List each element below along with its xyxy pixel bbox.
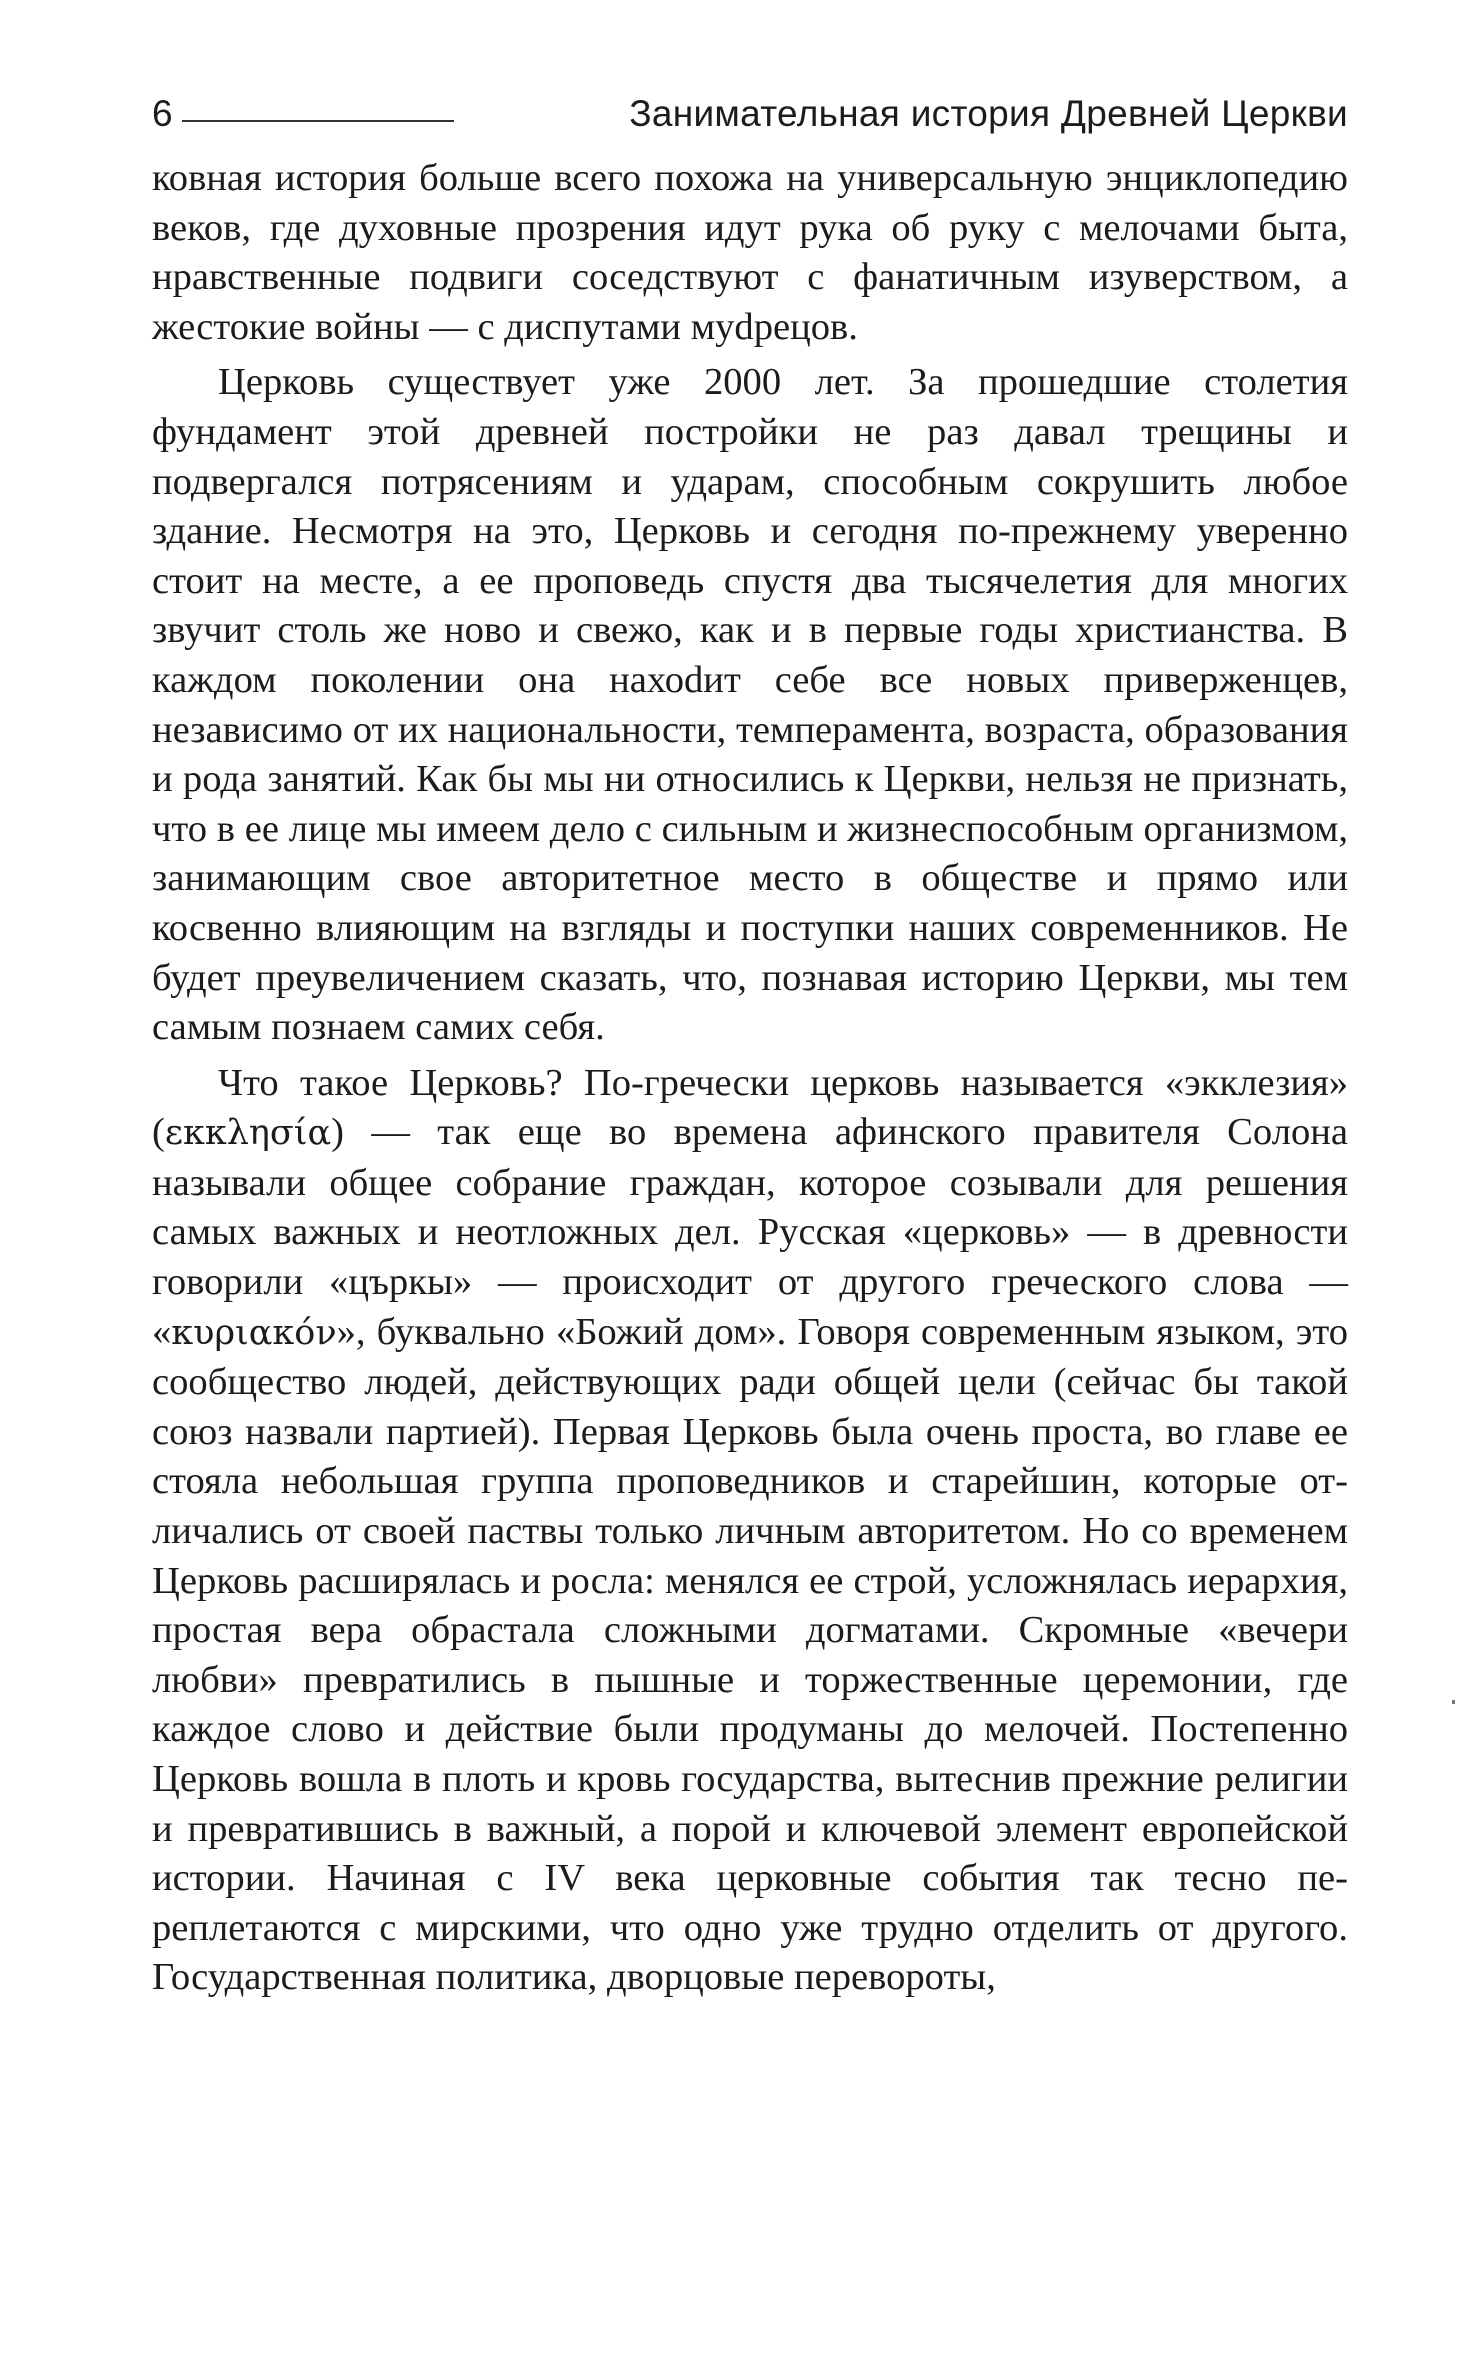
- running-header: [152, 88, 1348, 140]
- paragraph-2: Церковь существует уже 2000 лет. За прошедшие столетия фундамент этой древней постройки не раз давал трещины и подвергался потрясениям и ударам, способным сокрушить любое здание. Несмотря на это, Церковь и сегодня по-прежнему уверенно стоит на месте, а ее проповедь спустя два тысячелетия для многих звучит столь же ново и свежо, как и в первые годы христианства. В каждом поколении она нахоdит себе все новых приверженцев, независимо от их национальности, темперамента, возраста, образования и рода занятий. Как бы мы ни относились к Церкви, нельзя не признать, что в ее лице мы имеем дело с сильным и жизнеспособным организмом, занимающим свое авторитетное место в обществе и прямо или косвенно влияющим на взгляды и поступки наших современников. Не будет преувеличением сказать, что, познавая историю Церкви, мы тем самым познаем самих себя.: [152, 361, 1348, 1049]
- paragraph-1: ковная история больше всего похожа на универсальную энциклопедию веков, где духовные прозрения идут рука об руку с мелочами быта, нравственные подвиги соседствуют с фанатичным изуверством, а жестокие войны — с диспутами муdрецов.: [152, 157, 1348, 348]
- book-page: [152, 88, 1348, 2003]
- greek-term-ekklesia: εκκλησία: [164, 1113, 332, 1154]
- body-text: [152, 154, 1348, 2003]
- page-number: 6: [152, 93, 173, 134]
- paragraph-3: [152, 1059, 1348, 2003]
- book-title: Занимательная история Древней Церкви: [629, 93, 1348, 134]
- paragraph-3-part-2: ) — так еще во времена афинского правителя Солона называли общее собрание граждан, которое созывали для решения самых важных и неотложных дел. Русская «церковь» — в древности говорили «църкы» — происходит от другого греческого слова — «: [152, 1111, 1348, 1353]
- paragraph-3-part-1: Что такое Церковь? По-гречески церковь называется «экклезия» (: [152, 1061, 1348, 1154]
- scan-speck: [1452, 1700, 1455, 1704]
- greek-term-kyriakon: κυριακόν: [171, 1312, 337, 1353]
- paragraph-3-part-3: », буквально «Божий дом». Говоря современным языком, это сообщество людей, действующих ради общей цели (сейчас бы такой союз назвали партией). Первая Церковь была очень проста, во главе ее стояла небольшая группа проповедников и старейшин, которые отличались от своей паствы только личным авторитетом. Но со временем Церковь расширялась и росла: менялся ее строй, усложнялась иерархия, простая вера обрастала сложными догматами. Скромные «вечери любви» превратились в пышные и торжественные церемонии, где каждое слово и действие были продуманы до мелочей. Постепенно Церковь вошла в плоть и кровь государства, вытеснив прежние религии и превратившись в важный, а порой и ключевой элемент европейской истории. Начиная с IV века церковные события так тесно переплетаются с мирскими, что одно уже трудно отделить от другого. Государственная политика, дворцовые перевороты,: [152, 1310, 1348, 1999]
- header-rule: [182, 120, 454, 122]
